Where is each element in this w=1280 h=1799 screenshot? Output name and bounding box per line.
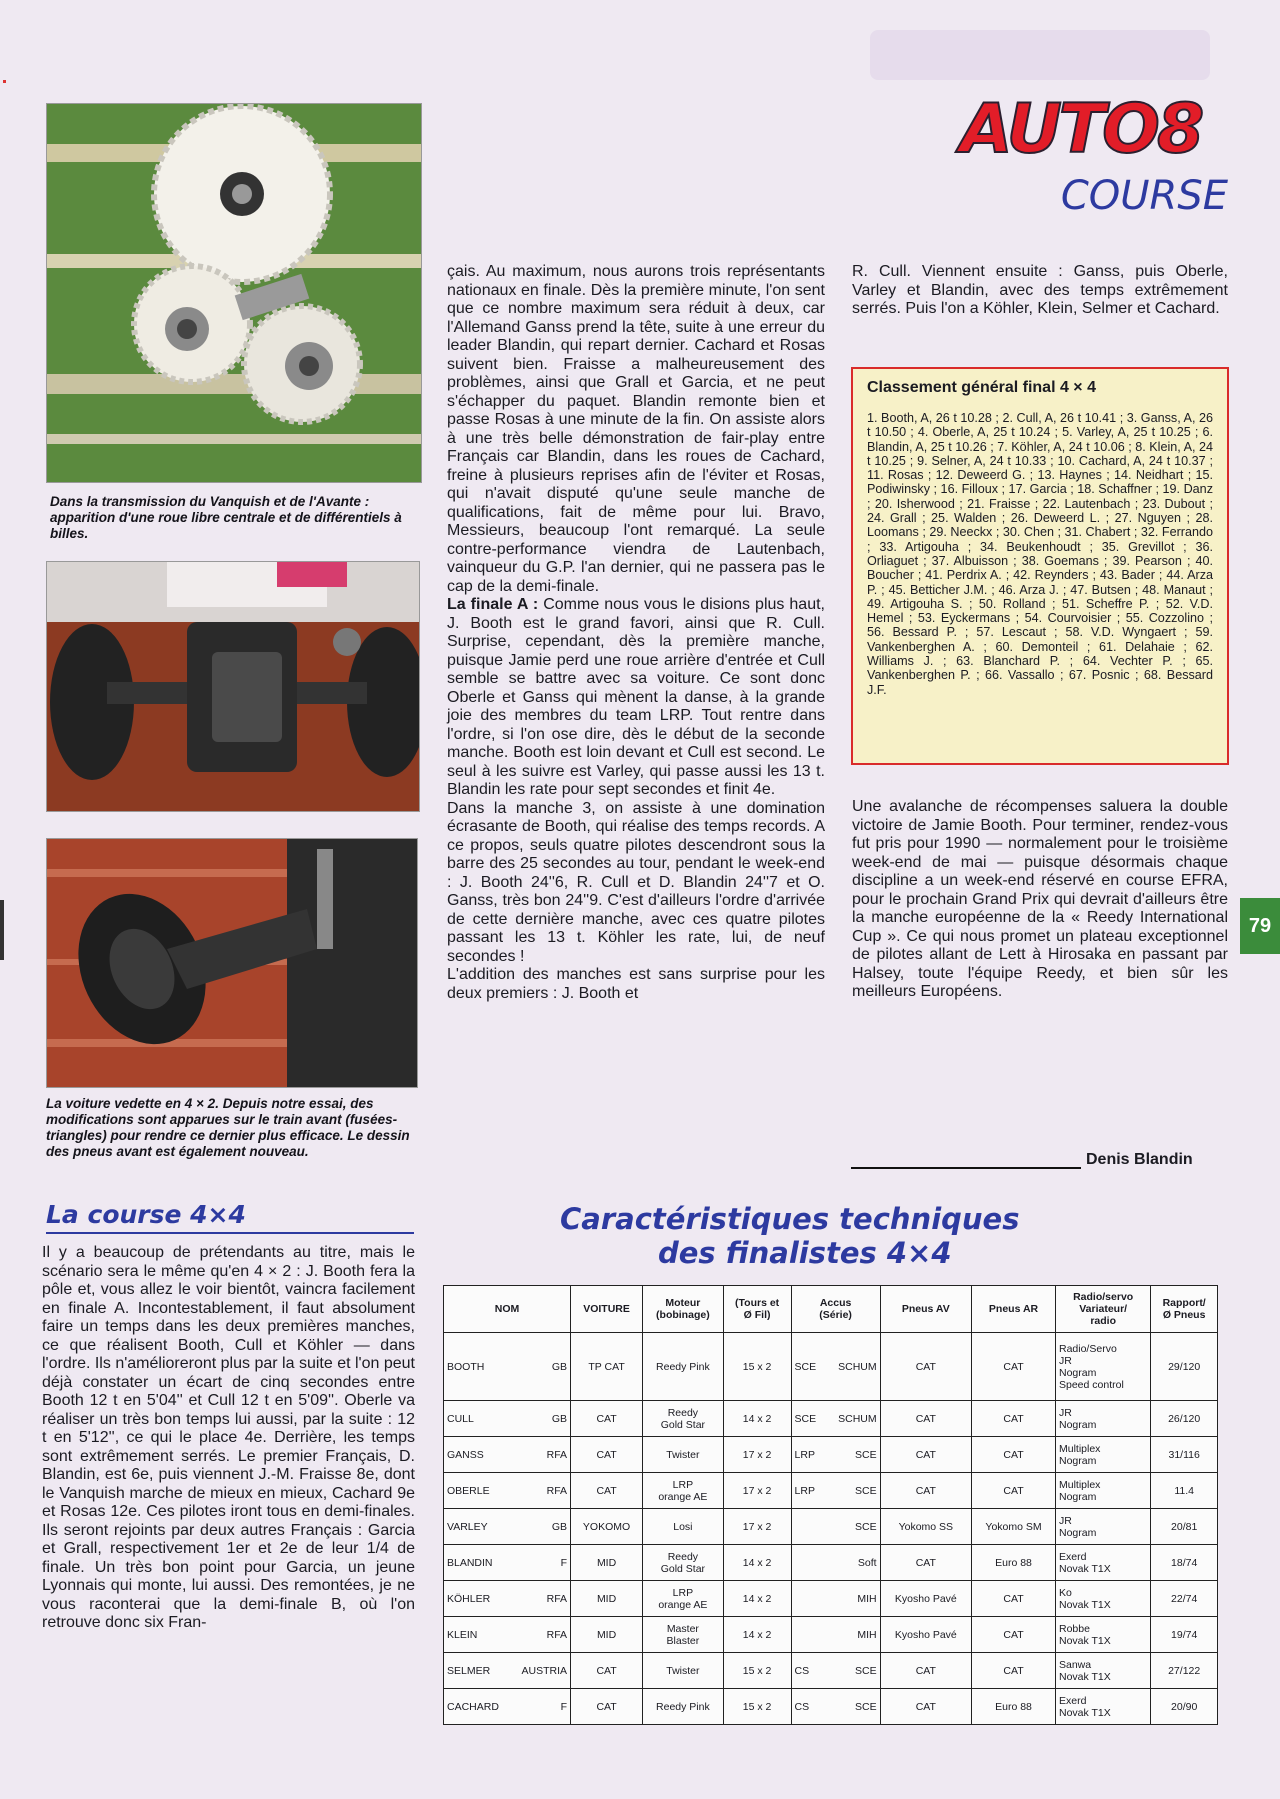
accus-brand: LRP [794, 1484, 815, 1497]
accus-series: SCE [855, 1448, 877, 1461]
heading-underline [46, 1232, 414, 1234]
driver-name: KLEIN [447, 1628, 478, 1641]
gear-ratio: 31/116 [1168, 1448, 1200, 1461]
cell-nom [444, 1545, 571, 1581]
accus-brand: SCE [794, 1360, 817, 1373]
front-tyres: CAT [915, 1556, 936, 1569]
caption-photo-gears: Dans la transmission du Vanquish et de l'Avante : apparition d'une roue libre centrale et de différentiels à billes. [50, 494, 402, 541]
table-row [444, 1473, 1218, 1509]
cell-pneus-av [880, 1509, 971, 1545]
cell-tours [723, 1437, 791, 1473]
motor: LRP orange AE [658, 1478, 708, 1503]
cell-pneus-av [880, 1617, 971, 1653]
cell-accus [791, 1509, 880, 1545]
cell-tours [723, 1473, 791, 1509]
cell-voiture [571, 1401, 643, 1437]
rear-tyres: Yokomo SM [985, 1520, 1042, 1533]
driver-country: RFA [546, 1592, 568, 1605]
cell-pneus-ar [972, 1653, 1056, 1689]
caption-photo-car: La voiture vedette en 4 × 2. Depuis notre essai, des modifications sont apparues sur le train avant (fusées-triangles) pour rendre ce dernier plus efficace. Le dessin des pneus avant est également nouveau. [46, 1096, 410, 1159]
cell-pneus-av [880, 1473, 971, 1509]
cell-moteur [643, 1401, 724, 1437]
tech-table-body [444, 1333, 1218, 1725]
table-row [444, 1581, 1218, 1617]
cell-pneus-ar [972, 1473, 1056, 1509]
cell-pneus-ar [972, 1437, 1056, 1473]
front-tyres: CAT [915, 1360, 936, 1373]
turns: 15 x 2 [742, 1664, 772, 1677]
cell-rapport [1151, 1437, 1218, 1473]
driver-name: GANSS [447, 1448, 484, 1461]
motor: Twister [666, 1448, 700, 1461]
rear-tyres: CAT [1003, 1484, 1024, 1497]
cell-radio [1056, 1653, 1151, 1689]
header-nom: NOM [444, 1286, 571, 1333]
cell-accus [791, 1617, 880, 1653]
driver-name: OBERLE [447, 1484, 490, 1497]
driver-country: F [560, 1700, 568, 1713]
driver-name: BOOTH [447, 1360, 485, 1373]
photo-wheel-suspension [46, 838, 418, 1088]
cell-accus [791, 1653, 880, 1689]
driver-country: RFA [546, 1484, 568, 1497]
cell-nom [444, 1653, 571, 1689]
cell-voiture [571, 1545, 643, 1581]
cell-accus [791, 1437, 880, 1473]
cell-accus [791, 1581, 880, 1617]
header-pneus-ar: Pneus AR [972, 1286, 1056, 1333]
car-model: MID [596, 1628, 617, 1641]
paragraph-middle-3: Dans la manche 3, on assiste à une domination écrasante de Booth, qui réalise des temps records. A ce propos, seuls quatre pilotes descendront sous la barre des 25 secondes au tour, pendant le week-end : J. Booth 24''6, R. Cull et D. Blandin 24''7 et O. Ganss, très bon 24''9. C'est d'ailleurs l'ordre d'arrivée de cette dernière manche, avec ces quatre pilotes passant les 13 t. Köhler les rate, lui, de neuf secondes ! [447, 799, 825, 965]
cell-pneus-av [880, 1545, 971, 1581]
paragraph-course-4x4: Il y a beaucoup de prétendants au titre, mais le scénario sera le même qu'en 4 × 2 : J. Booth fera la pôle et, vous allez le voir bientôt, vaincra facilement en finale A. Incontestablement, il faut absolument faire un temps dans les deux premières manches, ce que réalisent Booth, Cull et Köhler — dans l'ordre. Ils n'amélioreront plus par la suite et l'on peut déjà constater un écart de cinq secondes entre Booth 12 t en 5'04'' et Cull 12 t en 5'09''. Oberle va réaliser un très bon temps lui aussi, par la suite : 12 t en 5'12'', ce qui le place 4e. Derrière, les temps sont extrêmement serrés. Le premier Français, D. Blandin, est 6e, puis viennent J.-M. Fraisse 8e, dont le Vanquish marche de mieux en mieux, Cachard 9e et Rosas 12e. Ces pilotes iront tous en demi-finales. Ils seront rejoints par deux autres Français : Garcia et Grall, respectivement 1er et 2e de leur 1/4 de finale. Un très bon point pour Garcia, un jeune Lyonnais qui monte, lui aussi. Des remontées, je ne vous raconterai que la demi-finale B, où l'on retrouve donc six Fran- [42, 1244, 415, 1631]
cell-rapport [1151, 1689, 1218, 1725]
gear-ratio: 26/120 [1168, 1412, 1201, 1425]
accus-series: SCHUM [838, 1360, 877, 1373]
tech-heading-line2: des finalistes 4×4 [658, 1236, 952, 1270]
motor: Reedy Gold Star [660, 1406, 706, 1431]
cell-tours [723, 1333, 791, 1401]
cell-moteur [643, 1689, 724, 1725]
motor: Master Blaster [666, 1622, 700, 1647]
paragraph-middle-4: L'addition des manches est sans surprise pour les deux premiers : J. Booth et [447, 966, 825, 1002]
motor: LRP orange AE [658, 1586, 708, 1611]
cell-tours [723, 1653, 791, 1689]
motor: Reedy Pink [656, 1700, 710, 1713]
header-moteur: Moteur (bobinage) [643, 1286, 724, 1333]
column-right-bottom [852, 798, 1228, 1002]
turns: 14 x 2 [742, 1412, 772, 1425]
turns: 17 x 2 [742, 1520, 772, 1533]
turns: 15 x 2 [742, 1700, 772, 1713]
car-model: MID [596, 1592, 617, 1605]
cell-pneus-av [880, 1653, 971, 1689]
driver-country: GB [551, 1360, 568, 1373]
photo-gears [46, 103, 422, 483]
cell-rapport [1151, 1653, 1218, 1689]
table-row [444, 1333, 1218, 1401]
cell-rapport [1151, 1401, 1218, 1437]
cell-rapport [1151, 1545, 1218, 1581]
cell-tours [723, 1617, 791, 1653]
tech-heading-line1: Caractéristiques techniques [560, 1202, 1020, 1236]
cell-pneus-ar [972, 1333, 1056, 1401]
front-tyres: Yokomo SS [898, 1520, 954, 1533]
motor: Losi [673, 1520, 693, 1533]
turns: 14 x 2 [742, 1628, 772, 1641]
accus-series: SCHUM [838, 1412, 877, 1425]
cell-moteur [643, 1545, 724, 1581]
cell-moteur [643, 1437, 724, 1473]
front-tyres: Kyosho Pavé [894, 1628, 957, 1641]
background-watermark [860, 20, 1220, 100]
paragraph-right-2: Une avalanche de récompenses saluera la double victoire de Jamie Booth. Pour terminer, rendez-vous fut pris pour 1990 — normalement pour le troisième week-end de mai — puisque désormais chaque discipline a un week-end réservé en course EFRA, pour le prochain Grand Prix qui devrait d'ailleurs être la manche européenne de la « Reedy International Cup ». Ce qui nous promet un plateau exceptionnel de pilotes allant de Lett à Hirosaka en passant par Halsey, toute l'équipe Reedy, et bien sûr les meilleurs Européens. [852, 798, 1228, 1000]
cell-nom [444, 1437, 571, 1473]
cell-rapport [1151, 1581, 1218, 1617]
column-middle-text [447, 263, 825, 1003]
front-tyres: Kyosho Pavé [894, 1592, 957, 1605]
cell-pneus-ar [972, 1509, 1056, 1545]
cell-nom [444, 1617, 571, 1653]
front-tyres: CAT [915, 1664, 936, 1677]
rear-tyres: CAT [1003, 1628, 1024, 1641]
table-row [444, 1545, 1218, 1581]
driver-country: F [560, 1556, 568, 1569]
header-tours: (Tours et Ø Fil) [723, 1286, 791, 1333]
accus-brand: CS [794, 1700, 810, 1713]
paragraph-middle-1: çais. Au maximum, nous aurons trois représentants nationaux en finale. Dès la première minute, l'on sent que ce nombre maximum sera réduit à deux, car l'Allemand Ganss prend la tête, suite à une erreur du leader Blandin, qui repart dernier. Cachard et Rosas suivent bien. Fraisse a malheureusement des problèmes, ainsi que Grall et Garcia, et ne peut s'échapper du paquet. Blandin remonte bien et passe Rosas à une minute de la fin. On assiste alors à une très belle démonstration de fair-play entre Français car Blandin, dans les roues de Cachard, freine à plusieurs reprises afin de l'éviter et Rosas, qui n'avait disputé qu'une seule manche de qualifications, fait de même pour lui. Bravo, Messieurs, beaucoup l'ont remarqué. La seule contre-performance viendra de Lautenbach, vainqueur du G.P. l'an dernier, qui ne passera pas le cap de la demi-finale. [447, 263, 825, 595]
car-model: CAT [596, 1484, 617, 1497]
column-right-top [852, 263, 1228, 319]
paragraph-finale-a [447, 596, 825, 800]
gear-ratio: 22/74 [1171, 1592, 1198, 1605]
gear-ratio: 20/81 [1171, 1520, 1198, 1533]
driver-country: GB [551, 1520, 568, 1533]
cell-radio [1056, 1689, 1151, 1725]
finale-a-lead: La finale A : [447, 596, 539, 613]
front-tyres: CAT [915, 1412, 936, 1425]
radio: Ko Novak T1X [1059, 1586, 1111, 1611]
gear-ratio: 18/74 [1171, 1556, 1198, 1569]
radio: JR Nogram [1059, 1406, 1097, 1431]
heading-course-4x4: La course 4×4 [46, 1200, 246, 1229]
cell-voiture [571, 1653, 643, 1689]
rear-tyres: CAT [1003, 1592, 1024, 1605]
cell-pneus-av [880, 1401, 971, 1437]
accus-series: SCE [855, 1700, 877, 1713]
cell-accus [791, 1473, 880, 1509]
cell-nom [444, 1333, 571, 1401]
classement-list: 1. Booth, A, 26 t 10.28 ; 2. Cull, A, 26 t 10.41 ; 3. Ganss, A, 26 t 10.50 ; 4. Oberle, A, 25 t 10.24 ; 5. Varley, A, 25 t 10.25 ; 6. Blandin, A, 25 t 10.26 ; 7. Köhler, A, 24 t 10.06 ; 8. Klein, A, 24 t 10.25 ; 9. Selner, A, 24 t 10.33 ; 10. Cachard, A, 24 t 10.37 ; 11. Rosas ; 12. Deweerd G. ; 13. Haynes ; 14. Neidhart ; 15. Podiwinsky ; 16. Filloux ; 17. Garcia ; 18. Schaffner ; 19. Danz ; 20. Isherwood ; 21. Fraisse ; 22. Lautenbach ; 23. Dubout ; 24. Grall ; 25. Walden ; 26. Deweerd L. ; 27. Nguyen ; 28. Loomans ; 29. Neeckx ; 30. Chen ; 31. Chabert ; 32. Ferrando ; 33. Artigouha ; 34. Beukenhoudt ; 35. Grevillot ; 36. Orliaguet ; 37. Albuisson ; 38. Goemans ; 39. Pearson ; 40. Boucher ; 41. Perdrix A. ; 42. Reynders ; 43. Bader ; 44. Arza P. ; 45. Betticher J.M. ; 46. Arza J. ; 47. Butsen ; 48. Manaut ; 49. Artigouha S. ; 50. Rolland ; 51. Scheffre P. ; 52. V.D. Hemel ; 53. Eyckermans ; 54. Courvoisier ; 55. Cozzolino ; 56. Bessard P. ; 57. Lescaut ; 58. V.D. Wyngaert ; 59. Vankenberghen A. ; 60. Demonteil ; 61. Delahaie ; 62. Williams J. ; 63. Blanchard P. ; 64. Vechter P. ; 65. Vankenberghen P. ; 66. Vassallo ; 67. Posnic ; 68. Bessard J.F. [867, 411, 1213, 697]
classement-title: Classement général final 4 × 4 [867, 379, 1096, 396]
cell-moteur [643, 1653, 724, 1689]
signature-rule [851, 1167, 1081, 1169]
car-model: CAT [596, 1412, 617, 1425]
gear-ratio: 27/122 [1168, 1664, 1201, 1677]
driver-country: RFA [546, 1628, 568, 1641]
gear-ratio: 19/74 [1171, 1628, 1198, 1641]
cell-accus [791, 1333, 880, 1401]
front-tyres: CAT [915, 1448, 936, 1461]
table-row [444, 1401, 1218, 1437]
cell-radio [1056, 1509, 1151, 1545]
cell-voiture [571, 1437, 643, 1473]
cell-radio [1056, 1617, 1151, 1653]
table-row [444, 1617, 1218, 1653]
cell-radio [1056, 1545, 1151, 1581]
cell-pneus-av [880, 1437, 971, 1473]
cell-radio [1056, 1473, 1151, 1509]
radio: Exerd Novak T1X [1059, 1694, 1111, 1719]
driver-country: RFA [546, 1448, 568, 1461]
cell-nom [444, 1401, 571, 1437]
car-model: MID [596, 1556, 617, 1569]
magazine-logo [960, 90, 1240, 226]
header-voiture: VOITURE [571, 1286, 643, 1333]
cell-pneus-ar [972, 1581, 1056, 1617]
accus-brand: SCE [794, 1412, 817, 1425]
cell-voiture [571, 1689, 643, 1725]
table-row [444, 1437, 1218, 1473]
cell-pneus-av [880, 1689, 971, 1725]
accus-series: Soft [857, 1556, 877, 1569]
driver-country: AUSTRIA [521, 1664, 568, 1677]
car-model: TP CAT [588, 1360, 625, 1373]
driver-country: GB [551, 1412, 568, 1425]
radio: Multiplex Nogram [1059, 1442, 1101, 1467]
driver-name: CACHARD [447, 1700, 499, 1713]
header-pneus-av: Pneus AV [880, 1286, 971, 1333]
cell-voiture [571, 1617, 643, 1653]
accus-series: MIH [857, 1628, 877, 1641]
header-radio: Radio/servo Variateur/ radio [1056, 1286, 1151, 1333]
cell-pneus-ar [972, 1689, 1056, 1725]
logo-course: COURSE [1060, 173, 1228, 219]
paragraph-right-1: R. Cull. Viennent ensuite : Ganss, puis Oberle, Varley et Blandin, avec des temps extrêmement serrés. Puis l'on a Köhler, Klein, Selmer et Cachard. [852, 263, 1228, 317]
cell-radio [1056, 1581, 1151, 1617]
cell-nom [444, 1581, 571, 1617]
radio: Exerd Novak T1X [1059, 1550, 1111, 1575]
gear-ratio: 29/120 [1168, 1360, 1201, 1373]
accus-series: SCE [855, 1484, 877, 1497]
cell-rapport [1151, 1509, 1218, 1545]
column-left-text [42, 1244, 415, 1633]
car-model: CAT [596, 1700, 617, 1713]
cell-pneus-ar [972, 1401, 1056, 1437]
cell-pneus-av [880, 1581, 971, 1617]
classement-box [851, 367, 1229, 765]
turns: 17 x 2 [742, 1484, 772, 1497]
photo-car-front [46, 561, 420, 812]
header-rapport: Rapport/ Ø Pneus [1151, 1286, 1218, 1333]
driver-name: SELMER [447, 1664, 491, 1677]
cell-tours [723, 1509, 791, 1545]
front-tyres: CAT [915, 1700, 936, 1713]
cell-pneus-ar [972, 1545, 1056, 1581]
driver-name: KÖHLER [447, 1592, 491, 1605]
front-tyres: CAT [915, 1484, 936, 1497]
cell-rapport [1151, 1617, 1218, 1653]
car-model: CAT [596, 1664, 617, 1677]
cell-radio [1056, 1437, 1151, 1473]
cell-rapport [1151, 1333, 1218, 1401]
header-accus: Accus (Série) [791, 1286, 880, 1333]
cell-accus [791, 1689, 880, 1725]
gear-ratio: 11.4 [1174, 1484, 1194, 1497]
gear-ratio: 20/90 [1171, 1700, 1198, 1713]
cell-moteur [643, 1333, 724, 1401]
table-row [444, 1689, 1218, 1725]
turns: 14 x 2 [742, 1592, 772, 1605]
driver-name: CULL [447, 1412, 474, 1425]
cell-voiture [571, 1509, 643, 1545]
binding-mark [0, 900, 4, 960]
rear-tyres: Euro 88 [995, 1700, 1032, 1713]
motor: Reedy Pink [656, 1360, 710, 1373]
accus-series: SCE [855, 1520, 877, 1533]
car-model: CAT [596, 1448, 617, 1461]
cell-moteur [643, 1617, 724, 1653]
cell-moteur [643, 1581, 724, 1617]
accus-brand: LRP [794, 1448, 815, 1461]
turns: 14 x 2 [742, 1556, 772, 1569]
finale-a-body: Comme nous vous le disions plus haut, J. Booth est le grand favori, ainsi que R. Cull. Surprise, cependant, dès la première manche, puisque Jamie perd une roue arrière d'entrée et Cull semble se battre avec sa voiture. Ce sont donc Oberle et Ganss qui mènent la danse, à la grande joie des membres du team LRP. Tout rentre dans l'ordre, si l'on ose dire, dès le début de la seconde manche. Booth est loin devant et Cull est second. Le seul à les suivre est Varley, qui passe aussi les 13 t. Blandin les rate pour sept secondes et finit 4e. [447, 596, 825, 798]
author-signature: Denis Blandin [1086, 1151, 1193, 1168]
rear-tyres: CAT [1003, 1360, 1024, 1373]
rear-tyres: CAT [1003, 1412, 1024, 1425]
cell-radio [1056, 1333, 1151, 1401]
cell-nom [444, 1509, 571, 1545]
cell-tours [723, 1545, 791, 1581]
turns: 15 x 2 [742, 1360, 772, 1373]
accus-series: SCE [855, 1664, 877, 1677]
radio: Multiplex Nogram [1059, 1478, 1101, 1503]
table-row [444, 1653, 1218, 1689]
car-model: YOKOMO [582, 1520, 631, 1533]
tech-table [443, 1285, 1218, 1725]
cell-pneus-av [880, 1333, 971, 1401]
motor: Reedy Gold Star [660, 1550, 706, 1575]
driver-name: VARLEY [447, 1520, 488, 1533]
cell-accus [791, 1545, 880, 1581]
cell-accus [791, 1401, 880, 1437]
radio: Sanwa Novak T1X [1059, 1658, 1111, 1683]
accus-brand: CS [794, 1664, 810, 1677]
cell-voiture [571, 1333, 643, 1401]
accus-series: MIH [857, 1592, 877, 1605]
motor: Twister [666, 1664, 700, 1677]
cell-rapport [1151, 1473, 1218, 1509]
cell-moteur [643, 1473, 724, 1509]
radio: JR Nogram [1059, 1514, 1097, 1539]
driver-name: BLANDIN [447, 1556, 493, 1569]
logo-auto: AUTO8 [960, 90, 1202, 169]
cell-voiture [571, 1473, 643, 1509]
page-number-tab: 79 [1240, 898, 1280, 954]
cell-voiture [571, 1581, 643, 1617]
cell-tours [723, 1689, 791, 1725]
rear-tyres: CAT [1003, 1664, 1024, 1677]
cell-tours [723, 1401, 791, 1437]
radio: Radio/Servo JR Nogram Speed control [1059, 1342, 1124, 1391]
cell-nom [444, 1689, 571, 1725]
turns: 17 x 2 [742, 1448, 772, 1461]
cell-nom [444, 1473, 571, 1509]
cell-pneus-ar [972, 1617, 1056, 1653]
cell-moteur [643, 1509, 724, 1545]
cell-radio [1056, 1401, 1151, 1437]
table-row [444, 1509, 1218, 1545]
tech-table-header-row [444, 1286, 1218, 1333]
margin-mark [3, 80, 6, 83]
cell-tours [723, 1581, 791, 1617]
rear-tyres: Euro 88 [995, 1556, 1032, 1569]
rear-tyres: CAT [1003, 1448, 1024, 1461]
radio: Robbe Novak T1X [1059, 1622, 1111, 1647]
